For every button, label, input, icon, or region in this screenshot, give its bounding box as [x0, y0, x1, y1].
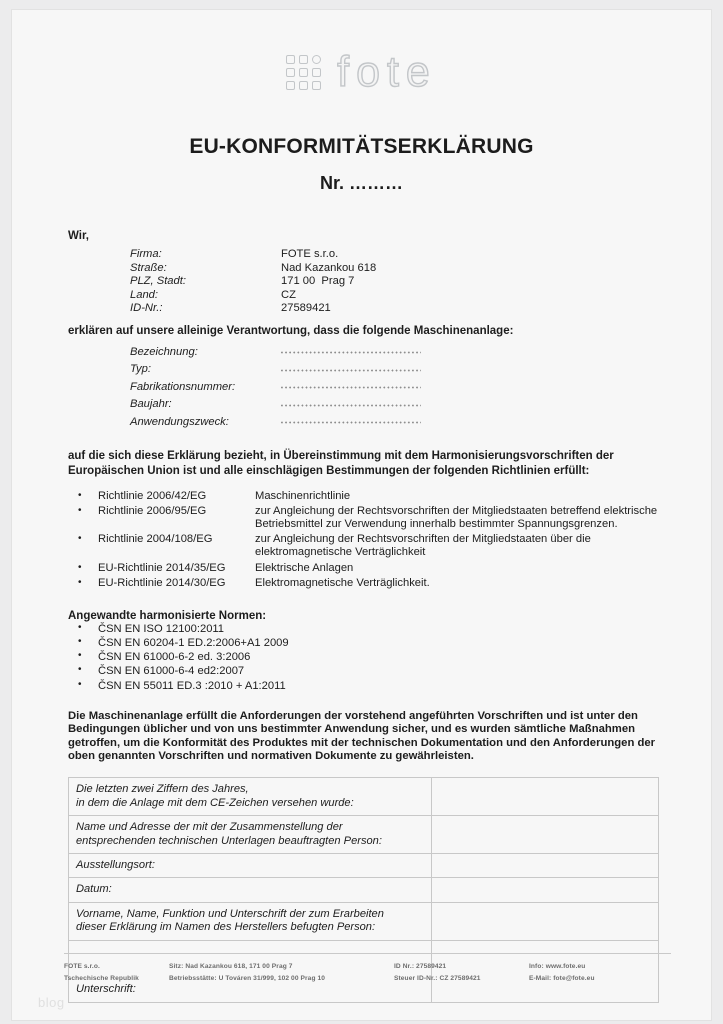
- form-label-cell: [69, 778, 432, 816]
- grid-cell: [299, 55, 308, 64]
- form-label-cell: [69, 816, 432, 854]
- footer-row: [64, 961, 671, 973]
- form-label-cell: [69, 902, 432, 940]
- form-value-cell[interactable]: [432, 878, 659, 902]
- machine-field-input[interactable]: [281, 401, 421, 410]
- machine-field-input[interactable]: [281, 348, 421, 357]
- form-label-line1: Die letzten zwei Ziffern des Jahres,: [76, 783, 249, 796]
- footer-id-number: ID Nr.: 27589421: [394, 963, 447, 970]
- bullet-icon: •: [78, 678, 82, 690]
- bullet-icon: •: [78, 533, 82, 545]
- form-value-cell[interactable]: [432, 778, 659, 816]
- machine-field-input[interactable]: [281, 383, 421, 392]
- standard-item: [68, 679, 659, 693]
- standard-item: [68, 636, 659, 650]
- declarant-lead: Wir,: [68, 230, 89, 242]
- directive-item: [68, 562, 659, 575]
- machine-field-row: [130, 379, 659, 397]
- logo-wordmark: fote: [337, 48, 437, 96]
- form-label-cell: Ausstellungsort:: [69, 854, 432, 878]
- grid-cell-circle: [312, 55, 321, 64]
- footer-branch-address: Betriebsstätte: U Továren 31/999, 102 00 Prag 10: [169, 974, 326, 982]
- bullet-icon: •: [78, 577, 82, 589]
- directive-item: [68, 577, 659, 590]
- grid-cell: [286, 55, 295, 64]
- directive-name: Richtlinie 2006/95/EG: [98, 505, 207, 518]
- machine-field-row: [130, 361, 659, 379]
- company-row: [130, 289, 659, 303]
- declaration-statement: erklären auf unsere alleinige Verantwortung, dass die folgende Maschinenanlage:: [68, 324, 514, 337]
- company-value: 27589421: [281, 302, 331, 315]
- standards-list: [68, 622, 659, 693]
- directive-name: EU-Richtlinie 2014/30/EG: [98, 577, 226, 590]
- form-label-line2: dieser Erklärung im Namen des Herstellers befugten Person:: [76, 921, 376, 934]
- document-number: Nr. ………: [319, 173, 403, 193]
- grid-cell: [312, 68, 321, 77]
- standard-text: ČSN EN 61000-6-2 ed. 3:2006: [98, 651, 251, 664]
- standards-heading: Angewandte harmonisierte Normen:: [68, 609, 267, 622]
- company-value: Nad Kazankou 618: [281, 261, 377, 274]
- grid-cell: [286, 68, 295, 77]
- watermark: blog: [38, 995, 65, 1010]
- machine-field-label: Fabrikationsnummer:: [130, 380, 236, 393]
- bullet-icon: •: [78, 636, 82, 648]
- machine-field-label: Anwendungszweck:: [130, 415, 229, 428]
- standard-text: ČSN EN ISO 12100:2011: [98, 622, 225, 635]
- machine-field-input[interactable]: [281, 366, 421, 375]
- directive-item: [68, 533, 659, 558]
- footer-country: Tschechische Republik: [64, 974, 139, 982]
- directive-description: Maschinenrichtlinie: [255, 489, 351, 502]
- machine-fields: [130, 344, 659, 432]
- company-row: [130, 248, 659, 262]
- footer-company: FOTE s.r.o.: [64, 963, 100, 970]
- company-key: Firma:: [130, 248, 162, 260]
- document-page: [12, 10, 711, 1020]
- form-label-line1: Vorname, Name, Funktion und Unterschrift der zum Erarbeiten: [76, 907, 384, 920]
- directive-name: Richtlinie 2006/42/EG: [98, 489, 207, 502]
- company-value: FOTE s.r.o.: [281, 248, 339, 260]
- footer-address: Sitz: Nad Kazankou 618, 171 00 Prag 7: [169, 963, 293, 970]
- machine-field-label: Baujahr:: [130, 398, 172, 411]
- standard-item: [68, 650, 659, 664]
- bullet-icon: •: [78, 505, 82, 517]
- directive-description: zur Angleichung der Rechtsvorschriften der Mitgliedstaaten betreffend elektrische Betriebsmittel zur Verwendung innerhalb bestimmter Spannungsgrenzen.: [255, 505, 658, 530]
- standard-text: ČSN EN 55011 ED.3 :2010 + A1:2011: [98, 679, 286, 692]
- grid-logo-icon: [286, 55, 321, 90]
- machine-field-label: Bezeichnung:: [130, 345, 198, 358]
- company-key: Land:: [130, 288, 158, 301]
- form-label-line2: entsprechenden technischen Unterlagen beauftragten Person:: [76, 834, 382, 847]
- page-footer: [64, 953, 671, 984]
- directive-description: Elektromagnetische Verträglichkeit.: [255, 577, 430, 590]
- company-row: [130, 275, 659, 289]
- footer-tax-id: Steuer ID-Nr.: CZ 27589421: [394, 974, 481, 982]
- form-label-cell: Datum:: [69, 878, 432, 902]
- directive-item: [68, 490, 659, 503]
- table-row: [69, 854, 659, 878]
- company-value: 171 00 Prag 7: [281, 275, 355, 288]
- directives-list: [68, 490, 659, 590]
- machine-field-row: [130, 396, 659, 414]
- footer-website: Info: www.fote.eu: [529, 963, 586, 970]
- footer-row: [64, 973, 671, 985]
- bullet-icon: •: [78, 650, 82, 662]
- grid-cell: [299, 81, 308, 90]
- closing-paragraph: Die Maschinenanlage erfüllt die Anforderungen der vorstehend angeführten Vorschriften und ist unter den Bedingungen üblicher und von uns bestimmter Anwendung sicher, und es wurden sämtliche Maßnahmen getroffen, um die Konformität des Produktes mit der technischen Dokumentation und den Anforderungen der oben genannten Vorschriften und normativen Dokumente zu gewährleisten.: [68, 709, 656, 763]
- brand-logo: [12, 10, 711, 97]
- machine-field-label: Typ:: [130, 363, 151, 376]
- form-value-cell[interactable]: [432, 854, 659, 878]
- company-row: [130, 262, 659, 276]
- standard-text: ČSN EN 61000-6-4 ed2:2007: [98, 665, 245, 678]
- form-label-line2: in dem die Anlage mit dem CE-Zeichen versehen wurde:: [76, 796, 354, 809]
- directive-item: [68, 505, 659, 530]
- company-key: ID-Nr.:: [130, 302, 163, 315]
- machine-field-row: [130, 414, 659, 432]
- machine-field-input[interactable]: [281, 418, 421, 427]
- table-row: [69, 902, 659, 940]
- bullet-icon: •: [78, 664, 82, 676]
- conformity-paragraph: auf die sich diese Erklärung bezieht, in Übereinstimmung mit dem Harmonisierungsvorschriften der Europäischen Union ist und alle einschlägigen Bestimmungen der folgenden Richtlinien erfüllt:: [68, 450, 614, 478]
- form-label-line1: Name und Adresse der mit der Zusammenstellung der: [76, 821, 343, 834]
- bullet-icon: •: [78, 621, 82, 633]
- table-row: [69, 778, 659, 816]
- signature-label: Unterschrift:: [76, 982, 136, 995]
- company-key: Straße:: [130, 261, 167, 274]
- company-value: CZ: [281, 288, 296, 301]
- form-value-cell[interactable]: [432, 902, 659, 940]
- directive-name: Richtlinie 2004/108/EG: [98, 533, 213, 546]
- footer-email: E-Mail: fote@fote.eu: [529, 974, 595, 982]
- bullet-icon: •: [78, 489, 82, 501]
- directive-description: zur Angleichung der Rechtsvorschriften der Mitgliedstaaten über die elektromagnetische Verträglichkeit: [255, 533, 591, 559]
- document-title: EU-KONFORMITÄTSERKLÄRUNG: [189, 135, 534, 158]
- company-row: [130, 302, 659, 316]
- form-value-cell[interactable]: [432, 816, 659, 854]
- grid-cell: [286, 81, 295, 90]
- directive-description: Elektrische Anlagen: [255, 561, 354, 574]
- grid-cell: [299, 68, 308, 77]
- standard-item: [68, 664, 659, 678]
- grid-cell: [312, 81, 321, 90]
- machine-field-row: [130, 344, 659, 362]
- table-row: [69, 878, 659, 902]
- company-details: [130, 248, 659, 316]
- directive-name: EU-Richtlinie 2014/35/EG: [98, 561, 226, 574]
- table-row: [69, 816, 659, 854]
- company-key: PLZ, Stadt:: [130, 275, 186, 288]
- standard-item: [68, 622, 659, 636]
- bullet-icon: •: [78, 561, 82, 573]
- standard-text: ČSN EN 60204-1 ED.2:2006+A1 2009: [98, 637, 289, 650]
